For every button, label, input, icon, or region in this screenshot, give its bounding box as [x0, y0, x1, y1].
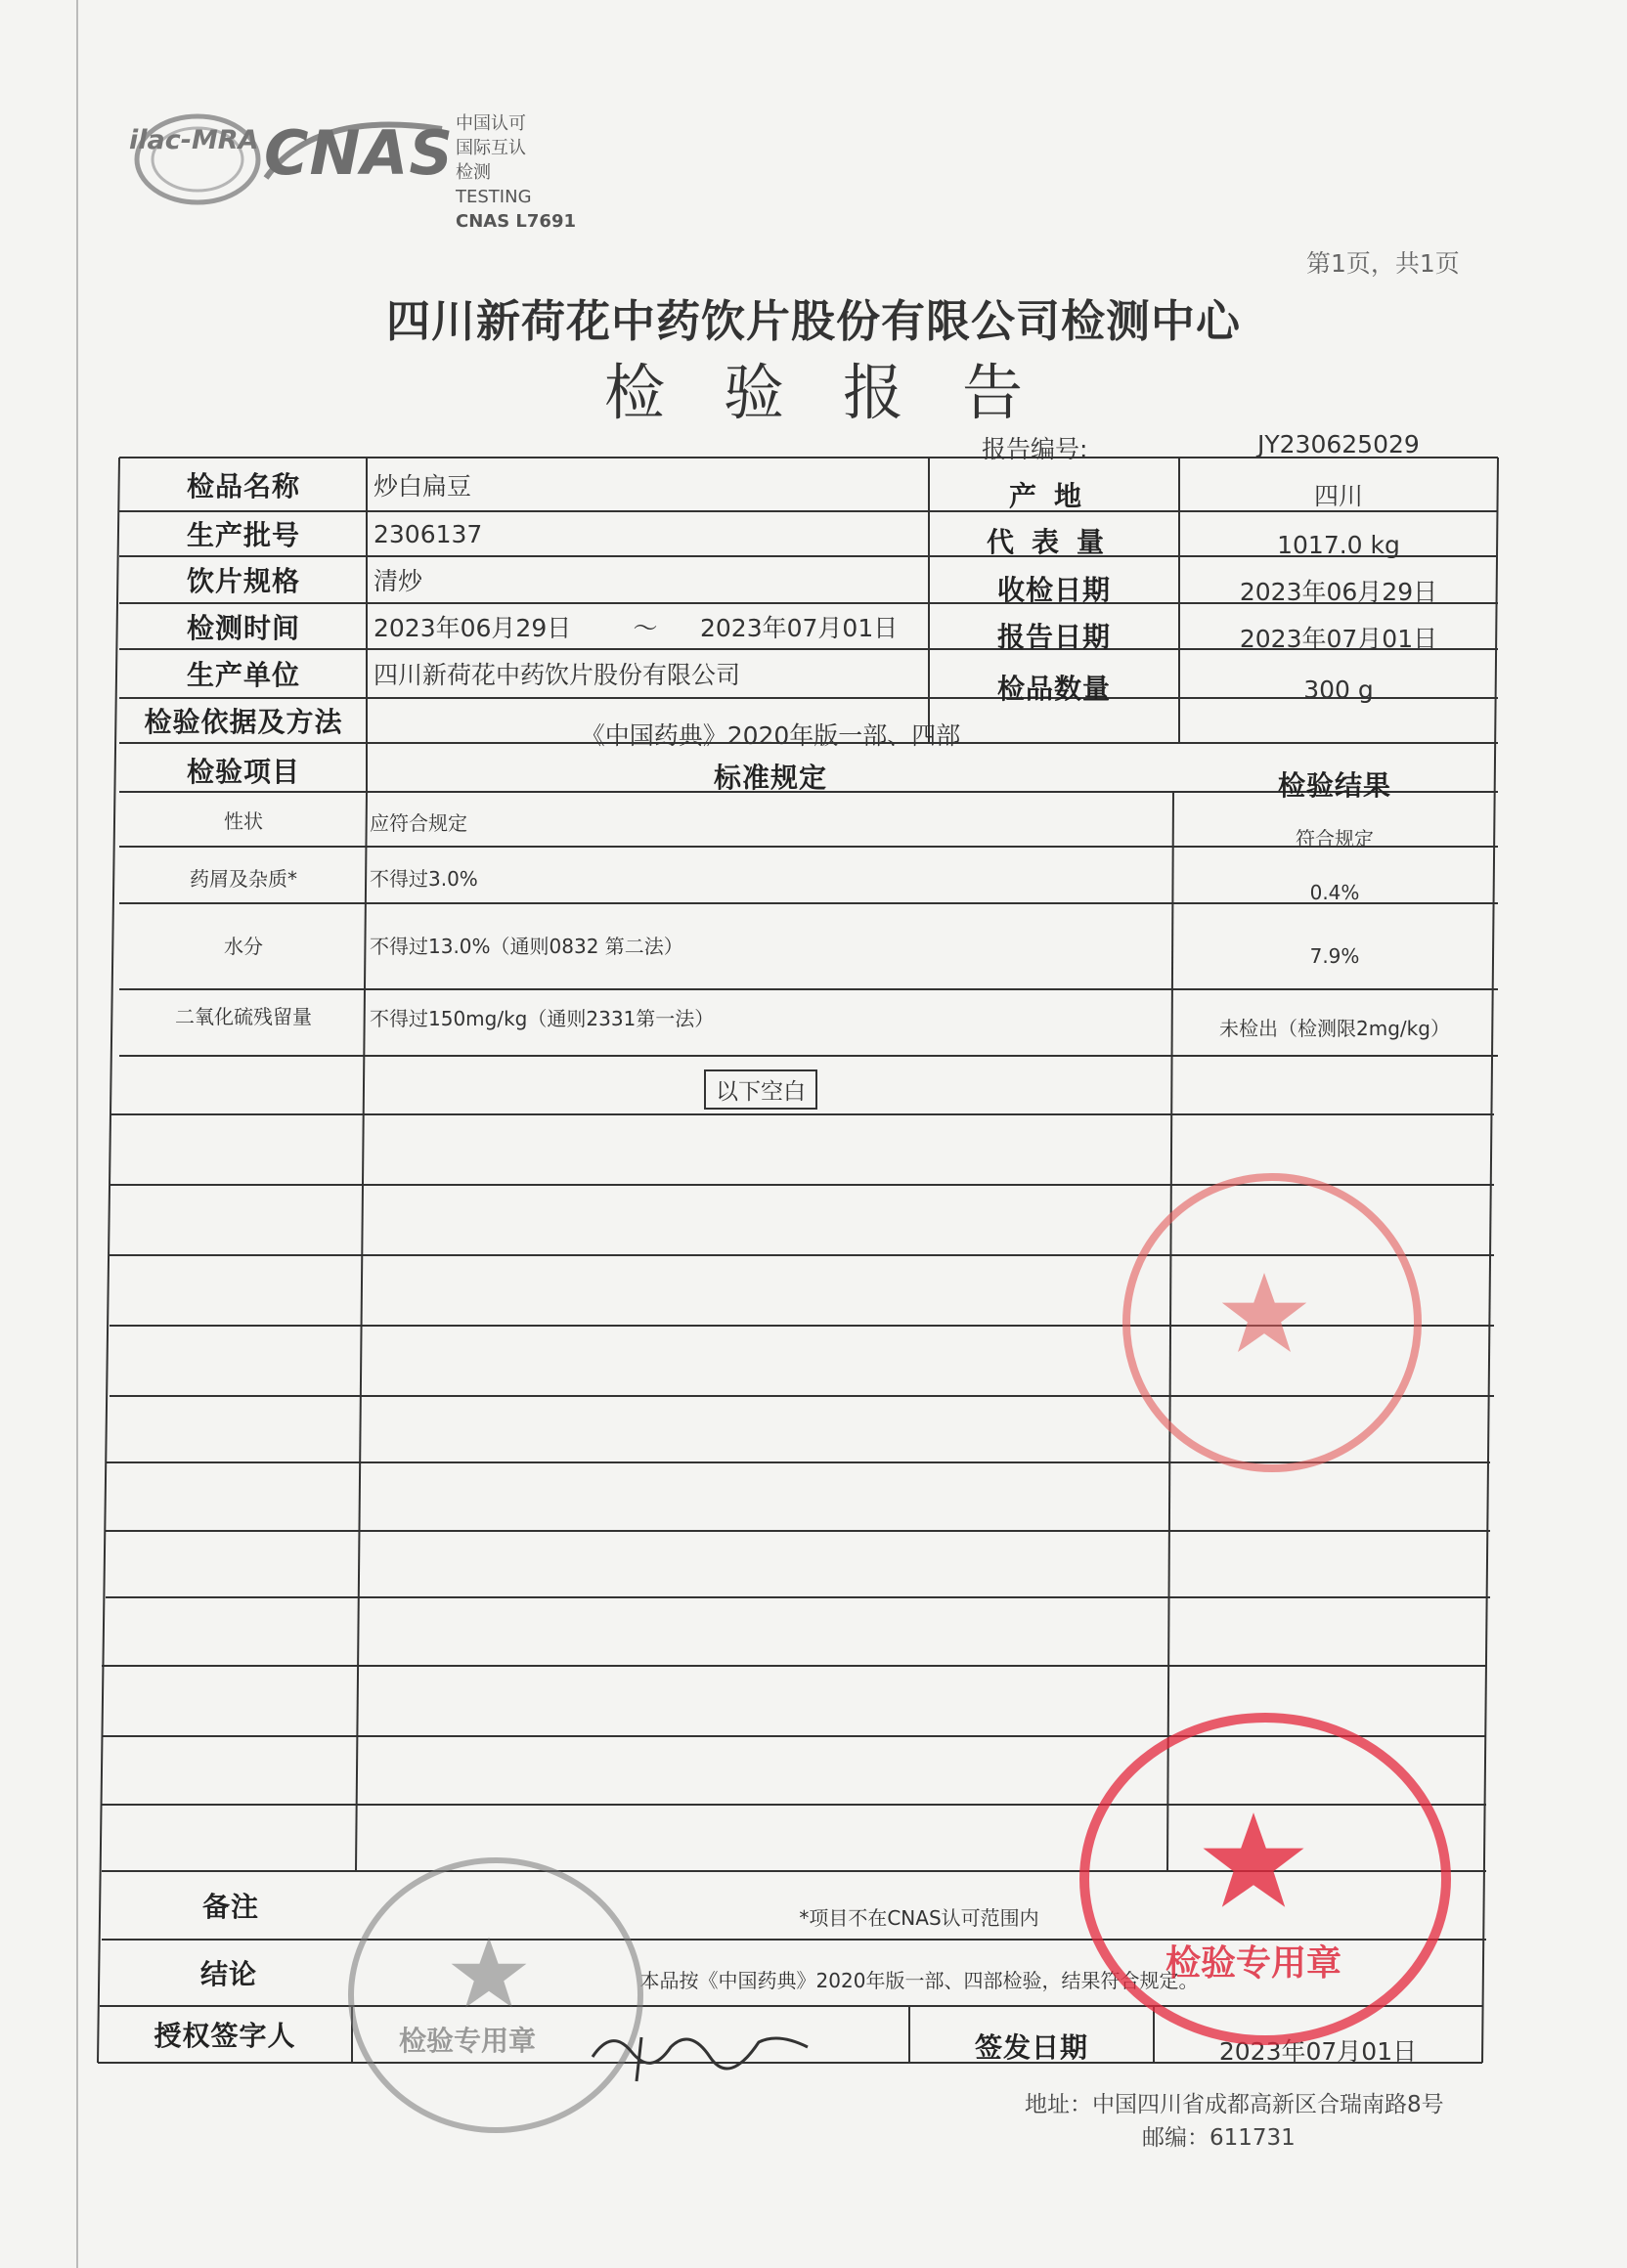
report-number: JY230625029 — [1257, 430, 1420, 458]
receive-date-label: 收检日期 — [996, 574, 1111, 606]
page-number: 第1页，共1页 — [1306, 249, 1460, 278]
header-test-item: 检验项目 — [186, 756, 300, 788]
test-date-separator: ～ — [633, 613, 658, 642]
postcode: 邮编：611731 — [1142, 2125, 1296, 2151]
header-result: 检验结果 — [1277, 769, 1391, 802]
standard-4: 不得过150mg/kg（通则2331第一法） — [370, 1006, 715, 1030]
issue-date-value: 2023年07月01日 — [1218, 2037, 1418, 2066]
star-icon — [450, 1936, 528, 2010]
result-1: 符合规定 — [1296, 826, 1374, 850]
red-seal-text: 检验专用章 — [1165, 1943, 1342, 1984]
accreditation-text: 中国认可 国际互认 检测 TESTING CNAS L7691 — [456, 113, 577, 232]
spec-value: 清炒 — [374, 567, 423, 595]
basis-label: 检验依据及方法 — [144, 706, 343, 738]
standard-1: 应符合规定 — [370, 810, 467, 835]
sample-quantity-value: 300 g — [1303, 675, 1374, 704]
remark-label: 备注 — [201, 1891, 259, 1923]
gray-seal-text: 检验专用章 — [399, 2025, 537, 2057]
product-name-value: 炒白扁豆 — [374, 472, 472, 501]
conclusion-value: 本品按《中国药典》2020年版一部、四部检验，结果符合规定。 — [639, 1968, 1199, 1992]
result-4: 未检出（检测限2mg/kg） — [1219, 1016, 1450, 1040]
spec-label: 饮片规格 — [186, 565, 300, 597]
test-time-label: 检测时间 — [186, 611, 300, 644]
origin-value: 四川 — [1313, 482, 1363, 510]
test-start-value: 2023年06月29日 — [374, 613, 572, 642]
test-end-value: 2023年07月01日 — [700, 613, 899, 642]
receive-date-value: 2023年06月29日 — [1239, 578, 1438, 606]
report-date-label: 报告日期 — [996, 620, 1111, 653]
representative-quantity-value: 1017.0 kg — [1277, 530, 1400, 559]
star-icon — [1201, 1810, 1306, 1910]
test-item-1: 性状 — [224, 808, 263, 833]
representative-quantity-label: 代表量 — [986, 526, 1121, 558]
batch-value: 2306137 — [374, 519, 483, 548]
handwritten-signature — [583, 2008, 817, 2086]
manufacturer-value: 四川新荷花中药饮片股份有限公司 — [374, 661, 741, 689]
result-3: 7.9% — [1309, 944, 1360, 968]
sample-quantity-label: 检品数量 — [996, 673, 1111, 705]
star-icon — [1220, 1271, 1308, 1355]
organization-title: 四川新荷花中药饮片股份有限公司检测中心 — [385, 295, 1241, 347]
signer-label: 授权签字人 — [154, 2020, 296, 2052]
standard-2: 不得过3.0% — [370, 866, 478, 891]
test-item-4: 二氧化硫残留量 — [175, 1004, 312, 1028]
manufacturer-label: 生产单位 — [186, 659, 300, 691]
cnas-logo-text: CNAS — [264, 117, 455, 189]
result-2: 0.4% — [1309, 881, 1360, 904]
test-item-3: 水分 — [224, 934, 263, 958]
test-item-2: 药屑及杂质* — [190, 866, 297, 891]
ilac-logo-text: ilac-MRA — [129, 125, 259, 155]
product-name-label: 检品名称 — [186, 470, 300, 502]
report-date-value: 2023年07月01日 — [1239, 624, 1438, 653]
batch-label: 生产批号 — [186, 519, 300, 551]
document-title: 检验报告 — [603, 357, 1081, 428]
conclusion-label: 结论 — [199, 1958, 257, 1990]
header-standard: 标准规定 — [713, 762, 827, 794]
blank-below-note: 以下空白 — [704, 1069, 817, 1110]
origin-label: 产地 — [1008, 480, 1099, 512]
remark-value: *项目不在CNAS认可范围内 — [799, 1905, 1039, 1930]
report-number-label: 报告编号: — [982, 435, 1088, 463]
basis-value: 《中国药典》2020年版一部、四部 — [580, 721, 961, 750]
address: 地址：中国四川省成都高新区合瑞南路8号 — [1025, 2092, 1444, 2117]
issue-date-label: 签发日期 — [974, 2031, 1088, 2064]
standard-3: 不得过13.0%（通则0832 第二法） — [370, 934, 683, 958]
